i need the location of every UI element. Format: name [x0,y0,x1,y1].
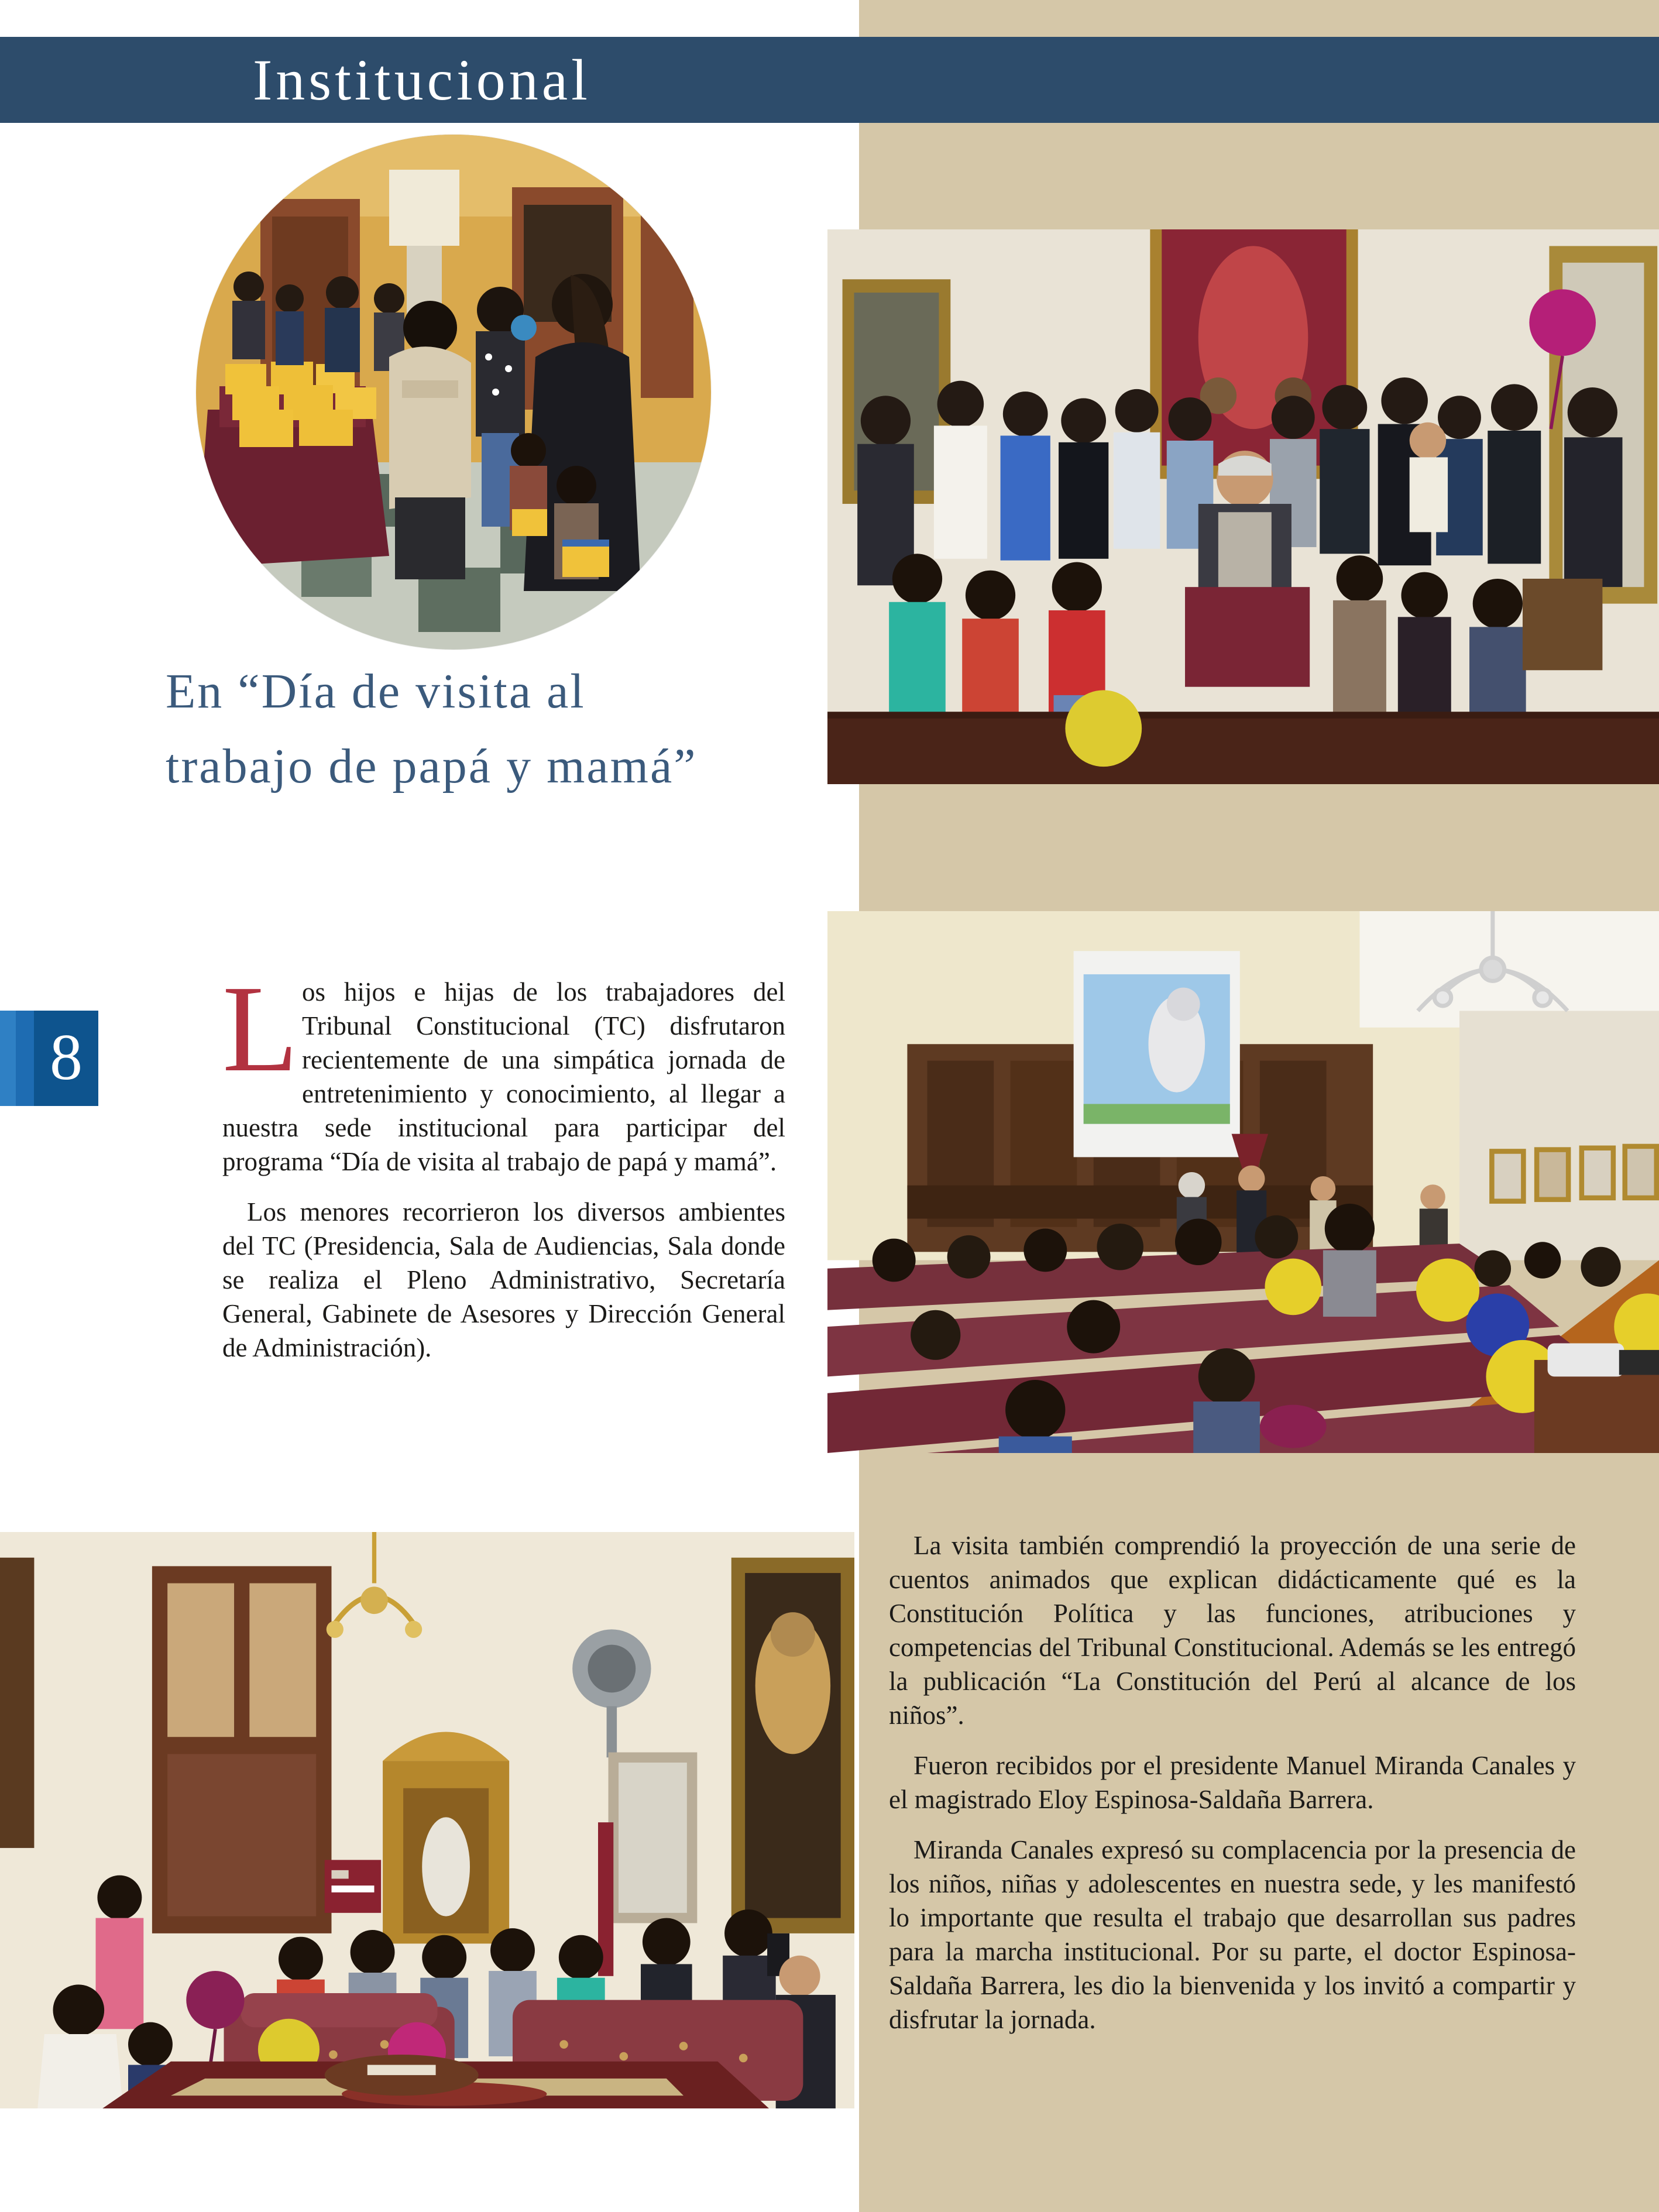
coffee-table [325,2055,479,2096]
tall-door [152,1566,332,1933]
photo-salon-families [0,1532,854,2108]
page-number: 8 [50,1021,83,1094]
section-header-bar [0,37,1659,123]
paragraph-1-text: os hijos e hijas de los trabajadores del Tribunal Constitucional (TC) disfrutaron recientemente de una simpática jornada de entretenimiento y conocimiento, al llegar a nuestra sede institucional para participar del programa “Día de visita al trabajo de papá y mamá”. [222,977,785,1176]
headline-line-1: En “Día de visita al [166,664,586,719]
article-headline [166,654,839,804]
projector-table [1534,1344,1659,1453]
left-painting-edge [0,1558,34,1848]
tall-painting-right [731,1558,854,1933]
yellow-balloon [1065,690,1142,767]
right-paragraph-2: Fueron recibidos por el presidente Manuel Miranda Canales y el magistrado Eloy Espinosa-Saldaña Barrera. [889,1751,1576,1814]
brown-bag [1523,579,1602,670]
photo-group-office-illustration [827,229,1659,784]
gift-table [196,362,389,568]
section-title: Institucional [253,47,591,112]
magistrado-sign [325,1860,381,1912]
drop-cap: L [222,960,298,1097]
projection-screen [1074,951,1240,1157]
gold-altar [383,1732,509,1943]
wood-floor [827,712,1659,784]
photo-auditorium-projection [827,911,1659,1453]
headline-line-2: trabajo de papá y mamá” [166,739,698,794]
photo-courtyard-gifts [196,135,711,650]
paragraph-1 [222,960,785,1179]
photo-auditorium-illustration [827,911,1659,1453]
blue-balloon [511,315,537,341]
photo-courtyard-illustration [196,135,711,650]
right-paragraph-3: Miranda Canales expresó su complacencia por la presencia de los niños, niñas y adolescentes en nuestra sede, y les manifestó lo importante que resulta el trabajo que desarrollan sus padres para la marcha institucional. Por su parte, el doctor Espinosa-Saldaña Barrera, les dio la bienvenida y los invitó a compartir y disfrutar la jornada. [889,1835,1576,2034]
page-number-tab [0,1011,98,1106]
article-left-column [222,960,785,1365]
article-right-column [889,1529,1576,2036]
photo-salon-illustration [0,1532,854,2108]
right-paragraph-1: La visita también comprendió la proyección de una serie de cuentos animados que explican didácticamente qué es la Constitución Política y las funciones, atribuciones y competencias del Tribunal Constitucional. Además se les entregó la publicación “La Constitución del Perú al alcance de los niños”. [889,1531,1576,1730]
paragraph-2: Los menores recorrieron los diversos ambientes del TC (Presidencia, Sala de Audiencias, Sala donde se realiza el Pleno Administrativo, Secretaría General, Gabinete de Asesores y Dirección General de Administración). [222,1197,785,1362]
photo-group-office [827,229,1659,784]
